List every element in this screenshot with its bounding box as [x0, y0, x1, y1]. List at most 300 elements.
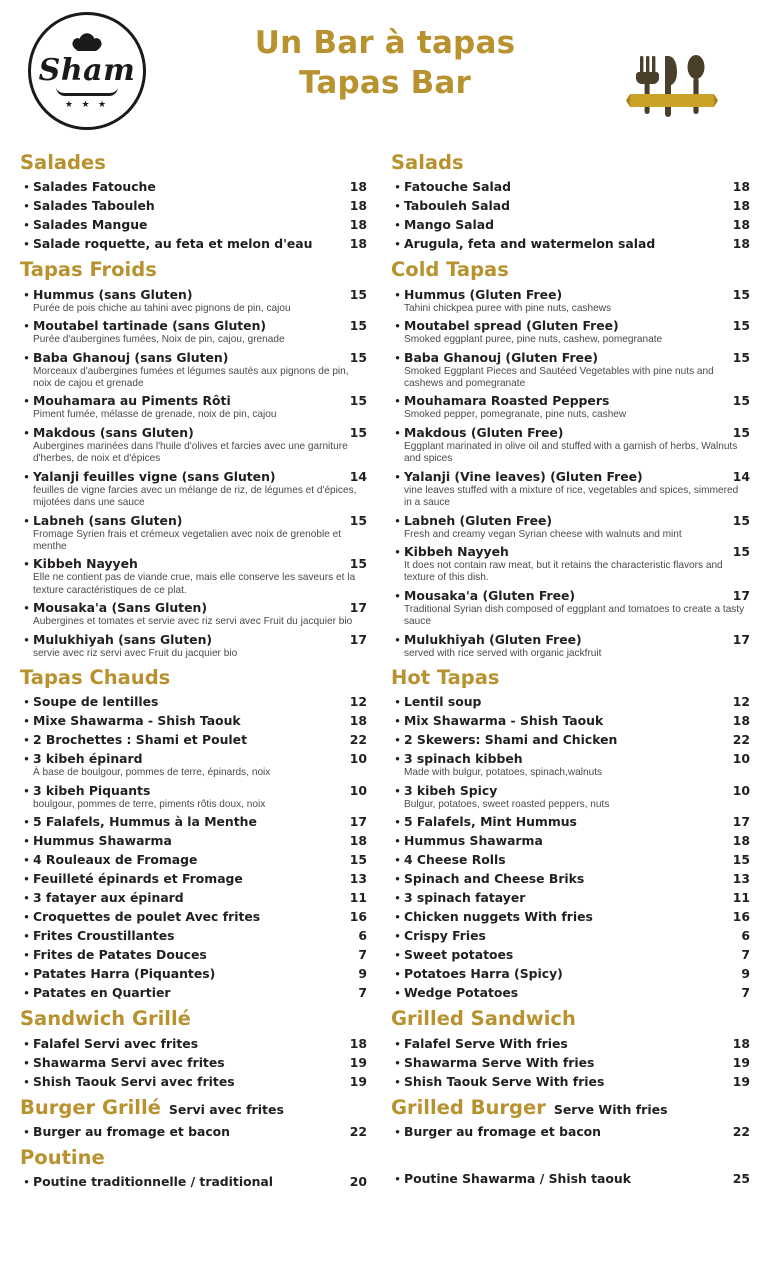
bullet-icon: • [24, 909, 29, 925]
menu-item [391, 317, 750, 334]
menu-item-body [33, 908, 341, 925]
bullet-icon: • [395, 782, 400, 798]
menu-item-name: 5 Falafels, Hummus à la Menthe [33, 814, 257, 830]
menu-item-price: 17 [349, 631, 367, 647]
bullet-icon: • [395, 985, 400, 1001]
menu-item-body [33, 286, 341, 303]
menu-item-body [33, 851, 341, 868]
menu-item [20, 965, 367, 982]
section-title [20, 667, 367, 689]
menu-item-description: Fromage Syrien frais et crémeux vegetalien avec noix de grenoble et menthe [33, 528, 342, 552]
menu-item-body [33, 468, 341, 485]
menu-item [391, 1170, 750, 1187]
bullet-icon: • [395, 236, 400, 252]
menu-item-price: 22 [349, 1124, 367, 1140]
menu-item [20, 908, 367, 925]
menu-item [391, 178, 750, 195]
bullet-icon: • [395, 909, 400, 925]
menu-item-body [404, 286, 724, 303]
menu-item-price: 18 [732, 217, 750, 233]
menu-item-body [404, 965, 724, 982]
menu-item-body [33, 512, 341, 529]
menu-item-description: Eggplant marinated in olive oil and stuffed with a garnish of herbs, Walnuts and spices [404, 440, 738, 465]
bullet-icon: • [24, 1073, 29, 1089]
section-title [391, 1008, 750, 1030]
menu-item-price: 18 [349, 198, 367, 214]
menu-item-body [33, 965, 341, 982]
bullet-icon: • [395, 286, 400, 302]
menu-item [20, 512, 367, 529]
menu-item [391, 587, 750, 604]
menu-item-price: 10 [349, 751, 367, 767]
menu-item [391, 543, 750, 560]
menu-item [20, 599, 367, 616]
menu-item-price: 15 [349, 556, 367, 572]
menu-item-price: 18 [349, 1035, 367, 1051]
menu-item-price: 9 [741, 966, 750, 982]
menu-item [20, 750, 367, 767]
bullet-icon: • [395, 349, 400, 365]
menu-item-name: Mouhamara au Piments Rôti [33, 393, 231, 409]
menu-item [20, 870, 367, 887]
menu-item-body [404, 349, 724, 366]
menu-item-name: Shawarma Serve With fries [404, 1054, 595, 1070]
bullet-icon: • [395, 587, 400, 603]
menu-item-body [33, 349, 341, 366]
bullet-icon: • [395, 1171, 400, 1187]
section-title-suffix: Serve With fries [553, 1101, 668, 1117]
menu-item-body [33, 1054, 341, 1071]
bullet-icon: • [24, 871, 29, 887]
menu-item-name: Moutabel spread (Gluten Free) [404, 318, 619, 334]
menu-item-body [33, 984, 341, 1001]
section-title-text: Tapas Chauds [20, 665, 171, 689]
menu-item-name: 3 kibeh épinard [33, 751, 143, 767]
section-title-text: Cold Tapas [391, 258, 509, 282]
menu-item-name: Sweet potatoes [404, 947, 514, 963]
menu-item-name: Salades Fatouche [33, 179, 156, 195]
menu-item-name: Makdous (Gluten Free) [404, 424, 564, 440]
bullet-icon: • [395, 1073, 400, 1089]
menu-item-price: 15 [349, 512, 367, 528]
menu-item-body [404, 1170, 724, 1187]
bullet-icon: • [24, 198, 29, 214]
bullet-icon: • [24, 1054, 29, 1070]
bullet-icon: • [24, 1124, 29, 1140]
menu-item-body [33, 317, 341, 334]
menu-item-name: Mouhamara Roasted Peppers [404, 393, 610, 409]
menu-item-name: Baba Ghanouj (Gluten Free) [404, 349, 599, 365]
menu-item [391, 392, 750, 409]
menu-item-body [404, 1073, 724, 1090]
bullet-icon: • [24, 833, 29, 849]
menu-item [20, 984, 367, 1001]
menu-item-body [404, 712, 724, 729]
menu-item-price: 15 [349, 349, 367, 365]
menu-item-description: Elle ne contient pas de viande crue, mais elle conserve les saveurs et la texture caractéristiques de ce plat. [33, 572, 356, 596]
section-title [20, 1008, 367, 1030]
menu-item-name: Baba Ghanouj (sans Gluten) [33, 349, 229, 365]
menu-item-name: 3 kibeh Spicy [404, 782, 498, 798]
section-title-text: Burger Grillé [20, 1095, 161, 1119]
menu-item-price: 17 [349, 600, 367, 616]
menu-item-price: 14 [732, 468, 750, 484]
section-title-text: Grilled Burger [391, 1095, 546, 1119]
menu-item-price: 15 [732, 424, 750, 440]
menu-item-body [33, 813, 341, 830]
menu-item [20, 1073, 367, 1090]
menu-item-name: Yalanji (Vine leaves) (Gluten Free) [404, 468, 643, 484]
menu-item-name: Shish Taouk Serve With fries [404, 1073, 605, 1089]
menu-item-name: Falafel Serve With fries [404, 1035, 568, 1051]
menu-item [391, 731, 750, 748]
menu-item [20, 832, 367, 849]
menu-item-price: 17 [732, 631, 750, 647]
menu-item-description: Tahini chickpea puree with pine nuts, cashews [404, 302, 612, 314]
bullet-icon: • [395, 852, 400, 868]
bullet-icon: • [395, 1054, 400, 1070]
bullet-icon: • [24, 512, 29, 528]
menu-item-body [404, 543, 724, 560]
menu-item-description: Smoked pepper, pomegranate, pine nuts, cashew [404, 409, 627, 421]
menu-item-description: Traditional Syrian dish composed of eggplant and tomatoes to create a tasty sauce [404, 603, 745, 628]
menu-item-body [33, 235, 341, 252]
section-title-text: Poutine [20, 1146, 105, 1170]
menu-item-name: Mousaka'a (Sans Gluten) [33, 600, 207, 616]
menu-item-price: 22 [349, 732, 367, 748]
menu-item [391, 693, 750, 710]
menu-item-price: 15 [732, 318, 750, 334]
menu-item-body [33, 750, 341, 767]
menu-item-body [33, 197, 341, 214]
menu-item-name: 3 kibeh Piquants [33, 782, 151, 798]
menu-item-body [33, 693, 341, 710]
menu-item-body [404, 235, 724, 252]
menu-item-name: Salades Tabouleh [33, 198, 155, 214]
menu-item-price: 11 [732, 890, 750, 906]
fork-knife-spoon-icon [622, 22, 722, 122]
menu-item-price: 20 [349, 1174, 367, 1190]
menu-item [391, 750, 750, 767]
menu-item-name: Fatouche Salad [404, 179, 512, 195]
menu-item-body [404, 1123, 724, 1140]
menu-item-name: Mousaka'a (Gluten Free) [404, 587, 576, 603]
bullet-icon: • [24, 1174, 29, 1190]
menu-item-description: Made with bulgur, potatoes, spinach,walnuts [404, 767, 603, 779]
menu-item-body [404, 870, 724, 887]
bullet-icon: • [24, 631, 29, 647]
menu-item-price: 17 [732, 814, 750, 830]
bullet-icon: • [395, 928, 400, 944]
menu-item-name: 4 Rouleaux de Fromage [33, 852, 198, 868]
menu-item-name: Patates Harra (Piquantes) [33, 966, 216, 982]
menu-item-name: Kibbeh Nayyeh [33, 556, 138, 572]
menu-item [391, 851, 750, 868]
menu-item-name: Poutine traditionnelle / traditional [33, 1174, 274, 1190]
menu-item [20, 813, 367, 830]
menu-item-body [404, 317, 724, 334]
bullet-icon: • [395, 751, 400, 767]
bullet-icon: • [24, 751, 29, 767]
bullet-icon: • [24, 947, 29, 963]
menu-item-body [404, 851, 724, 868]
menu-item-name: Salade roquette, au feta et melon d'eau [33, 236, 313, 252]
bullet-icon: • [24, 179, 29, 195]
menu-item [20, 927, 367, 944]
menu-item-name: Kibbeh Nayyeh [404, 543, 509, 559]
section-title-suffix: Servi avec frites [168, 1101, 284, 1117]
menu-item-description: Bulgur, potatoes, sweet roasted peppers, nuts [404, 798, 610, 810]
menu-item-name: 3 spinach kibbeh [404, 751, 523, 767]
menu-item-price: 18 [732, 236, 750, 252]
menu-item-price: 17 [349, 814, 367, 830]
menu-item-price: 13 [349, 871, 367, 887]
menu-columns [0, 142, 770, 1269]
menu-item-name: Shawarma Servi avec frites [33, 1054, 225, 1070]
bullet-icon: • [395, 631, 400, 647]
bullet-icon: • [24, 713, 29, 729]
menu-item-name: Mixe Shawarma - Shish Taouk [33, 713, 241, 729]
bullet-icon: • [24, 468, 29, 484]
menu-item-price: 15 [349, 393, 367, 409]
menu-item-body [404, 889, 724, 906]
section-title [391, 1097, 750, 1119]
menu-item-price: 18 [349, 833, 367, 849]
bullet-icon: • [24, 852, 29, 868]
menu-item-price: 16 [732, 909, 750, 925]
menu-item [20, 1173, 367, 1190]
bullet-icon: • [395, 833, 400, 849]
menu-item-price: 18 [732, 713, 750, 729]
menu-item-body [33, 1035, 341, 1052]
menu-item-price: 7 [358, 985, 367, 1001]
menu-item-name: Lentil soup [404, 694, 482, 710]
menu-item-price: 15 [349, 286, 367, 302]
menu-item-price: 10 [732, 782, 750, 798]
bullet-icon: • [24, 966, 29, 982]
menu-item-name: Mix Shawarma - Shish Taouk [404, 713, 604, 729]
section-title-text: Salads [391, 151, 464, 174]
menu-item-body [404, 631, 724, 648]
menu-item-price: 13 [732, 871, 750, 887]
bullet-icon: • [24, 424, 29, 440]
menu-item [391, 712, 750, 729]
menu-item-price: 7 [358, 947, 367, 963]
menu-item-description: Fresh and creamy vegan Syrian cheese with walnuts and mint [404, 528, 682, 540]
bullet-icon: • [395, 179, 400, 195]
menu-item [20, 693, 367, 710]
menu-item [20, 555, 367, 572]
section-title [391, 259, 750, 281]
menu-item-name: 2 Brochettes : Shami et Poulet [33, 732, 247, 748]
menu-item-description: À base de boulgour, pommes de terre, épinards, noix [33, 767, 271, 779]
menu-item-price: 15 [732, 852, 750, 868]
menu-item-price: 10 [732, 751, 750, 767]
menu-item-name: Feuilleté épinards et Fromage [33, 871, 243, 887]
menu-item-name: Falafel Servi avec frites [33, 1035, 199, 1051]
section-title-text: Tapas Froids [20, 258, 157, 282]
menu-item [391, 946, 750, 963]
menu-item-body [33, 927, 341, 944]
menu-item-name: Burger au fromage et bacon [33, 1124, 230, 1140]
menu-item-name: Patates en Quartier [33, 985, 171, 1001]
menu-item-price: 18 [349, 179, 367, 195]
section-title [391, 667, 750, 689]
bullet-icon: • [395, 217, 400, 233]
menu-item [391, 1054, 750, 1071]
menu-item-price: 15 [349, 424, 367, 440]
menu-column-english [385, 142, 770, 1269]
menu-item [20, 731, 367, 748]
bullet-icon: • [395, 1124, 400, 1140]
menu-item-price: 17 [732, 587, 750, 603]
menu-item-name: Arugula, feta and watermelon salad [404, 236, 656, 252]
menu-item [20, 349, 367, 366]
menu-item-body [33, 424, 341, 441]
menu-item-description: Purée de pois chiche au tahini avec pignons de pin, cajou [33, 302, 291, 314]
menu-item-price: 15 [349, 852, 367, 868]
menu-item [20, 889, 367, 906]
menu-item-name: Labneh (Gluten Free) [404, 512, 553, 528]
menu-item [20, 1054, 367, 1071]
bullet-icon: • [395, 468, 400, 484]
menu-item-body [404, 813, 724, 830]
menu-item-description: boulgour, pommes de terre, piments rôtis doux, noix [33, 798, 266, 810]
menu-item [391, 965, 750, 982]
menu-item [20, 946, 367, 963]
bullet-icon: • [24, 814, 29, 830]
menu-item [20, 782, 367, 799]
menu-item-description: feuilles de vigne farcies avec un mélange de riz, de légumes et d'épices, mijotées dans une sauce [33, 484, 357, 509]
menu-item-body [33, 178, 341, 195]
bullet-icon: • [395, 198, 400, 214]
bullet-icon: • [395, 966, 400, 982]
menu-item-body [404, 197, 724, 214]
menu-item-price: 19 [349, 1054, 367, 1070]
section-title-text: Sandwich Grillé [20, 1007, 191, 1031]
menu-item [391, 782, 750, 799]
menu-item [20, 1123, 367, 1140]
menu-item [20, 317, 367, 334]
menu-item-price: 16 [349, 909, 367, 925]
bullet-icon: • [395, 871, 400, 887]
menu-item-name: 3 fatayer aux épinard [33, 890, 184, 906]
menu-item-name: 4 Cheese Rolls [404, 852, 506, 868]
menu-item [391, 286, 750, 303]
logo-brand-text: Sham [38, 52, 136, 88]
menu-item-body [404, 984, 724, 1001]
bullet-icon: • [395, 543, 400, 559]
menu-item-body [404, 424, 724, 441]
menu-item-name: Yalanji feuilles vigne (sans Gluten) [33, 468, 276, 484]
bullet-icon: • [24, 985, 29, 1001]
menu-item-description: Smoked Eggplant Pieces and Sautéed Vegetables with pine nuts and cashews and pomegranate [404, 365, 714, 390]
menu-item-price: 15 [732, 543, 750, 559]
menu-item-name: Soupe de lentilles [33, 694, 159, 710]
menu-item-body [33, 1173, 341, 1190]
menu-item [391, 424, 750, 441]
section-title-text: Hot Tapas [391, 665, 500, 689]
menu-item-price: 18 [732, 198, 750, 214]
menu-item-price: 6 [358, 928, 367, 944]
menu-item [391, 631, 750, 648]
menu-item-body [33, 946, 341, 963]
menu-item [20, 286, 367, 303]
menu-item-description: servie avec riz servi avec Fruit du jacquier bio [33, 647, 238, 659]
bullet-icon: • [395, 1035, 400, 1051]
menu-item-name: Shish Taouk Servi avec frites [33, 1073, 235, 1089]
menu-item [391, 216, 750, 233]
menu-item [20, 216, 367, 233]
menu-item-name: Chicken nuggets With fries [404, 909, 593, 925]
bullet-icon: • [24, 393, 29, 409]
title-english: Tapas Bar [298, 64, 472, 101]
bullet-icon: • [24, 732, 29, 748]
bullet-icon: • [24, 236, 29, 252]
menu-item-body [404, 782, 724, 799]
menu-item-name: Frites de Patates Douces [33, 947, 207, 963]
bullet-icon: • [395, 424, 400, 440]
menu-item-price: 18 [349, 236, 367, 252]
bullet-icon: • [24, 217, 29, 233]
menu-item-price: 6 [741, 928, 750, 944]
menu-item [391, 813, 750, 830]
menu-item-price: 15 [732, 286, 750, 302]
bullet-icon: • [395, 393, 400, 409]
menu-item [391, 927, 750, 944]
menu-item-price: 10 [349, 782, 367, 798]
menu-item-body [404, 1035, 724, 1052]
section-title [20, 259, 367, 281]
menu-item-body [33, 832, 341, 849]
menu-item-name: Poutine Shawarma / Shish taouk [404, 1171, 631, 1187]
menu-column-french [0, 142, 385, 1269]
menu-item-name: Spinach and Cheese Briks [404, 871, 585, 887]
menu-item [391, 235, 750, 252]
bullet-icon: • [24, 318, 29, 334]
menu-item-body [33, 216, 341, 233]
menu-item-price: 19 [732, 1054, 750, 1070]
menu-item-body [33, 782, 341, 799]
menu-item-name: Mango Salad [404, 217, 494, 233]
menu-item [391, 1123, 750, 1140]
bullet-icon: • [395, 318, 400, 334]
menu-item-description: Aubergines et tomates et servie avec riz servi avec Fruit du jacquier bio [33, 616, 353, 628]
menu-item-name: Mulukhiyah (Gluten Free) [404, 631, 582, 647]
bullet-icon: • [24, 782, 29, 798]
menu-item [20, 178, 367, 195]
menu-item-name: 5 Falafels, Mint Hummus [404, 814, 577, 830]
logo-stars: ★ ★ ★ [64, 99, 110, 110]
bullet-icon: • [395, 814, 400, 830]
menu-item-name: Burger au fromage et bacon [404, 1124, 601, 1140]
section-spacer [391, 1140, 750, 1168]
bullet-icon: • [395, 732, 400, 748]
menu-item-price: 12 [349, 694, 367, 710]
menu-item-price: 18 [732, 179, 750, 195]
menu-item-body [404, 587, 724, 604]
menu-item-body [33, 392, 341, 409]
menu-item [391, 832, 750, 849]
menu-item [391, 1035, 750, 1052]
menu-item [20, 1035, 367, 1052]
menu-item [20, 468, 367, 485]
menu-item [391, 908, 750, 925]
bullet-icon: • [395, 713, 400, 729]
menu-item-body [404, 908, 724, 925]
menu-item-body [404, 178, 724, 195]
menu-item-name: Crispy Fries [404, 928, 486, 944]
